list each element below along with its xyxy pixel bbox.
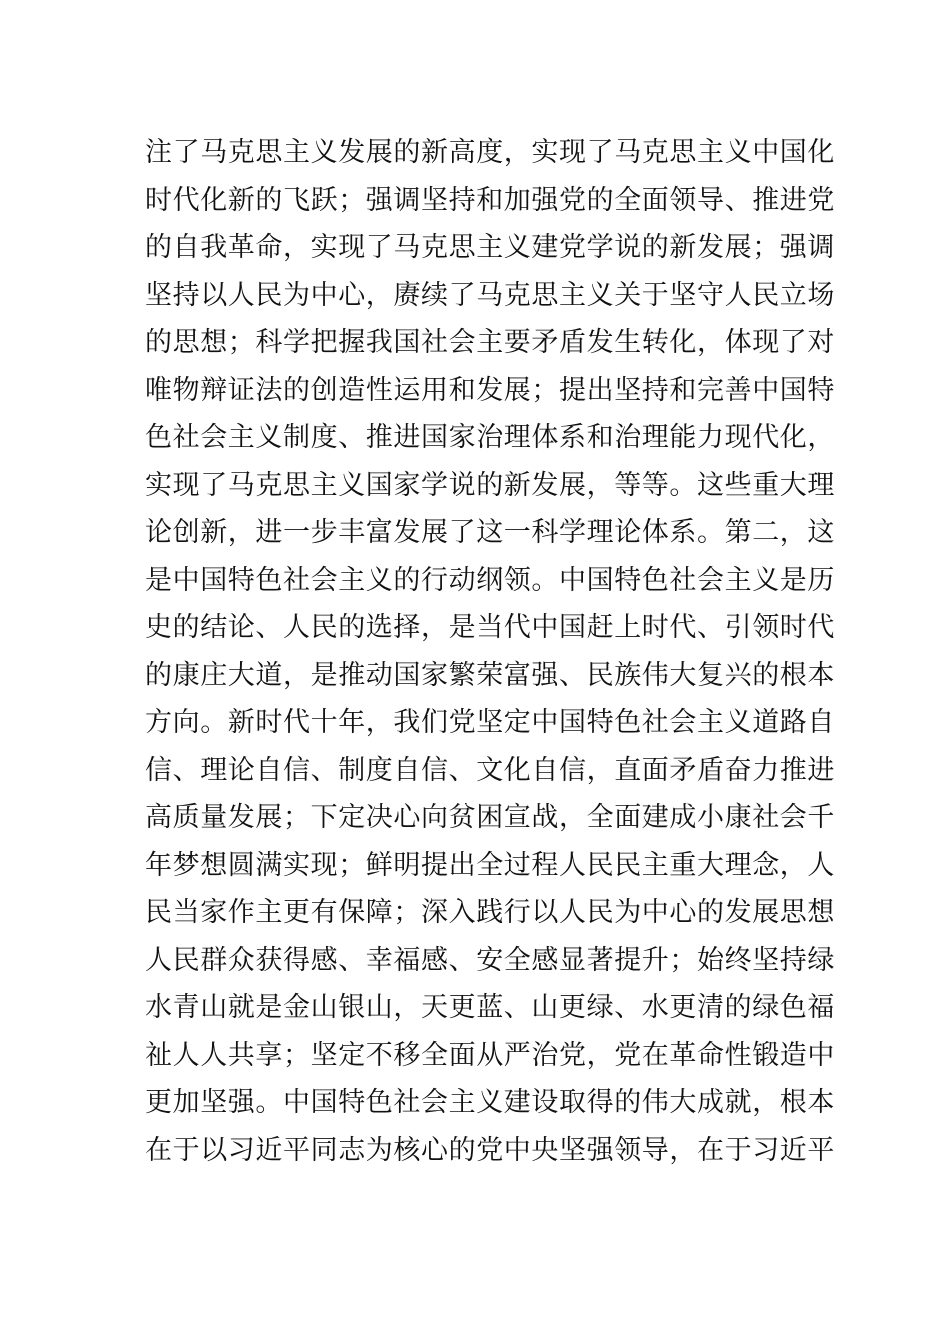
text-line: 论创新，进一步丰富发展了这一科学理论体系。第二，这 (145, 517, 835, 548)
text-line: 高质量发展；下定决心向贫困宣战，全面建成小康社会千 (145, 802, 835, 833)
text-line: 色社会主义制度、推进国家治理体系和治理能力现代化， (145, 422, 835, 453)
text-line: 水青山就是金山银山，天更蓝、山更绿、水更清的绿色福 (145, 992, 835, 1023)
body-text (145, 129, 835, 1174)
text-line: 年梦想圆满实现；鲜明提出全过程人民民主重大理念，人 (145, 849, 835, 881)
text-line: 坚持以人民为中心，赓续了马克思主义关于坚守人民立场 (145, 279, 835, 311)
text-line: 在于以习近平同志为核心的党中央坚强领导，在于习近平 (145, 1134, 835, 1166)
text-line: 史的结论、人民的选择，是当代中国赶上时代、引领时代 (145, 612, 835, 643)
text-line: 时代化新的飞跃；强调坚持和加强党的全面领导、推进党 (145, 184, 835, 216)
text-line: 人民群众获得感、幸福感、安全感显著提升；始终坚持绿 (145, 944, 835, 976)
text-line: 的康庄大道，是推动国家繁荣富强、民族伟大复兴的根本 (145, 659, 835, 691)
text-line: 是中国特色社会主义的行动纲领。中国特色社会主义是历 (145, 564, 835, 596)
text-line: 信、理论自信、制度自信、文化自信，直面矛盾奋力推进 (145, 754, 835, 786)
text-line: 方向。新时代十年，我们党坚定中国特色社会主义道路自 (145, 707, 835, 738)
text-line: 的思想；科学把握我国社会主要矛盾发生转化，体现了对 (145, 327, 835, 358)
text-line: 更加坚强。中国特色社会主义建设取得的伟大成就，根本 (145, 1087, 835, 1118)
text-line: 唯物辩证法的创造性运用和发展；提出坚持和完善中国特 (145, 374, 835, 406)
text-line: 的自我革命，实现了马克思主义建党学说的新发展；强调 (145, 232, 835, 263)
text-line: 民当家作主更有保障；深入践行以人民为中心的发展思想 (145, 897, 835, 928)
text-line: 实现了马克思主义国家学说的新发展，等等。这些重大理 (145, 469, 835, 501)
text-line: 注了马克思主义发展的新高度，实现了马克思主义中国化 (145, 137, 835, 168)
text-line: 祉人人共享；坚定不移全面从严治党，党在革命性锻造中 (145, 1039, 835, 1071)
